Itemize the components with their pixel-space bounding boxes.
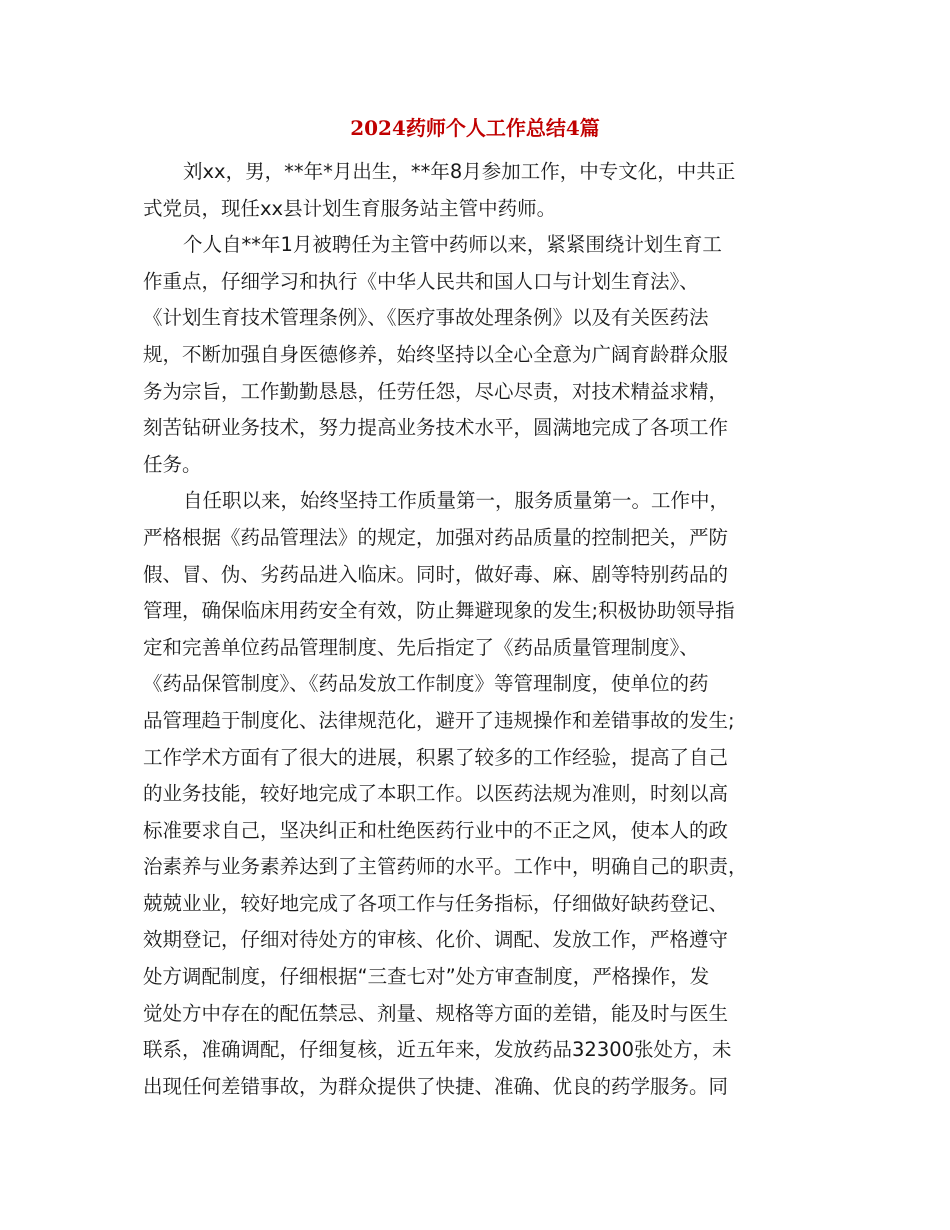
- text-line: 规，不断加强自身医德修养，始终坚持以全心全意为广阔育龄群众服: [143, 342, 729, 366]
- text-line: 处方调配制度，仔细根据“三查七对”处方审查制度，严格操作，发: [143, 965, 710, 989]
- text-line: 治素养与业务素养达到了主管药师的水平。工作中，明确自己的职责，: [143, 855, 748, 879]
- text-line: 效期登记，仔细对待处方的审核、化价、调配、发放工作，严格遵守: [143, 928, 729, 952]
- text-line: 管理，确保临床用药安全有效，防止舞避现象的发生;积极协助领导指: [143, 599, 735, 623]
- text-line: 式党员，现任xx县计划生育服务站主管中药师。: [143, 196, 557, 220]
- text-line: 务为宗旨，工作勤勤恳恳，任劳任怨，尽心尽责，对技术精益求精，: [143, 379, 729, 403]
- text-line: 任务。: [143, 452, 202, 476]
- document-title: 2024药师个人工作总结4篇: [350, 116, 600, 140]
- text-line: 《计划生育技术管理条例》、《医疗事故处理条例》以及有关医药法: [143, 306, 709, 330]
- document-body: [143, 154, 809, 1105]
- text-line: 《药品保管制度》、《药品发放工作制度》等管理制度，使单位的药: [143, 672, 709, 696]
- text-line: 联系，准确调配，仔细复核，近五年来，发放药品32300张处方，未: [143, 1038, 732, 1062]
- text-line: 自任职以来，始终坚持工作质量第一，服务质量第一。工作中，: [183, 489, 730, 513]
- text-line: 假、冒、伪、劣药品进入临床。同时，做好毒、麻、剧等特别药品的: [143, 562, 729, 586]
- text-line: 觉处方中存在的配伍禁忌、剂量、规格等方面的差错，能及时与医生: [143, 1001, 729, 1025]
- text-line: 出现任何差错事故，为群众提供了快捷、准确、优良的药学服务。同: [143, 1074, 729, 1098]
- text-line: 刘xx，男，**年*月出生，**年8月参加工作，中专文化，中共正: [183, 160, 736, 183]
- text-line: 定和完善单位药品管理制度、先后指定了《药品质量管理制度》、: [143, 635, 699, 659]
- text-line: 个人自**年1月被聘任为主管中药师以来，紧紧围绕计划生育工: [183, 233, 722, 257]
- text-line: 作重点，仔细学习和执行《中华人民共和国人口与计划生育法》、: [143, 269, 699, 293]
- text-line: 品管理趋于制度化、法律规范化，避开了违规操作和差错事故的发生;: [143, 708, 735, 732]
- text-line: 严格根据《药品管理法》的规定，加强对药品质量的控制把关，严防: [143, 525, 729, 549]
- text-line: 刻苦钻研业务技术，努力提高业务技术水平，圆满地完成了各项工作: [143, 416, 729, 440]
- text-line: 的业务技能，较好地完成了本职工作。以医药法规为准则，时刻以高: [143, 782, 729, 806]
- text-line: 兢兢业业，较好地完成了各项工作与任务指标，仔细做好缺药登记、: [143, 891, 729, 915]
- text-line: 工作学术方面有了很大的进展，积累了较多的工作经验，提高了自己: [143, 745, 729, 769]
- text-line: 标准要求自己，坚决纠正和杜绝医药行业中的不正之风，使本人的政: [143, 818, 729, 842]
